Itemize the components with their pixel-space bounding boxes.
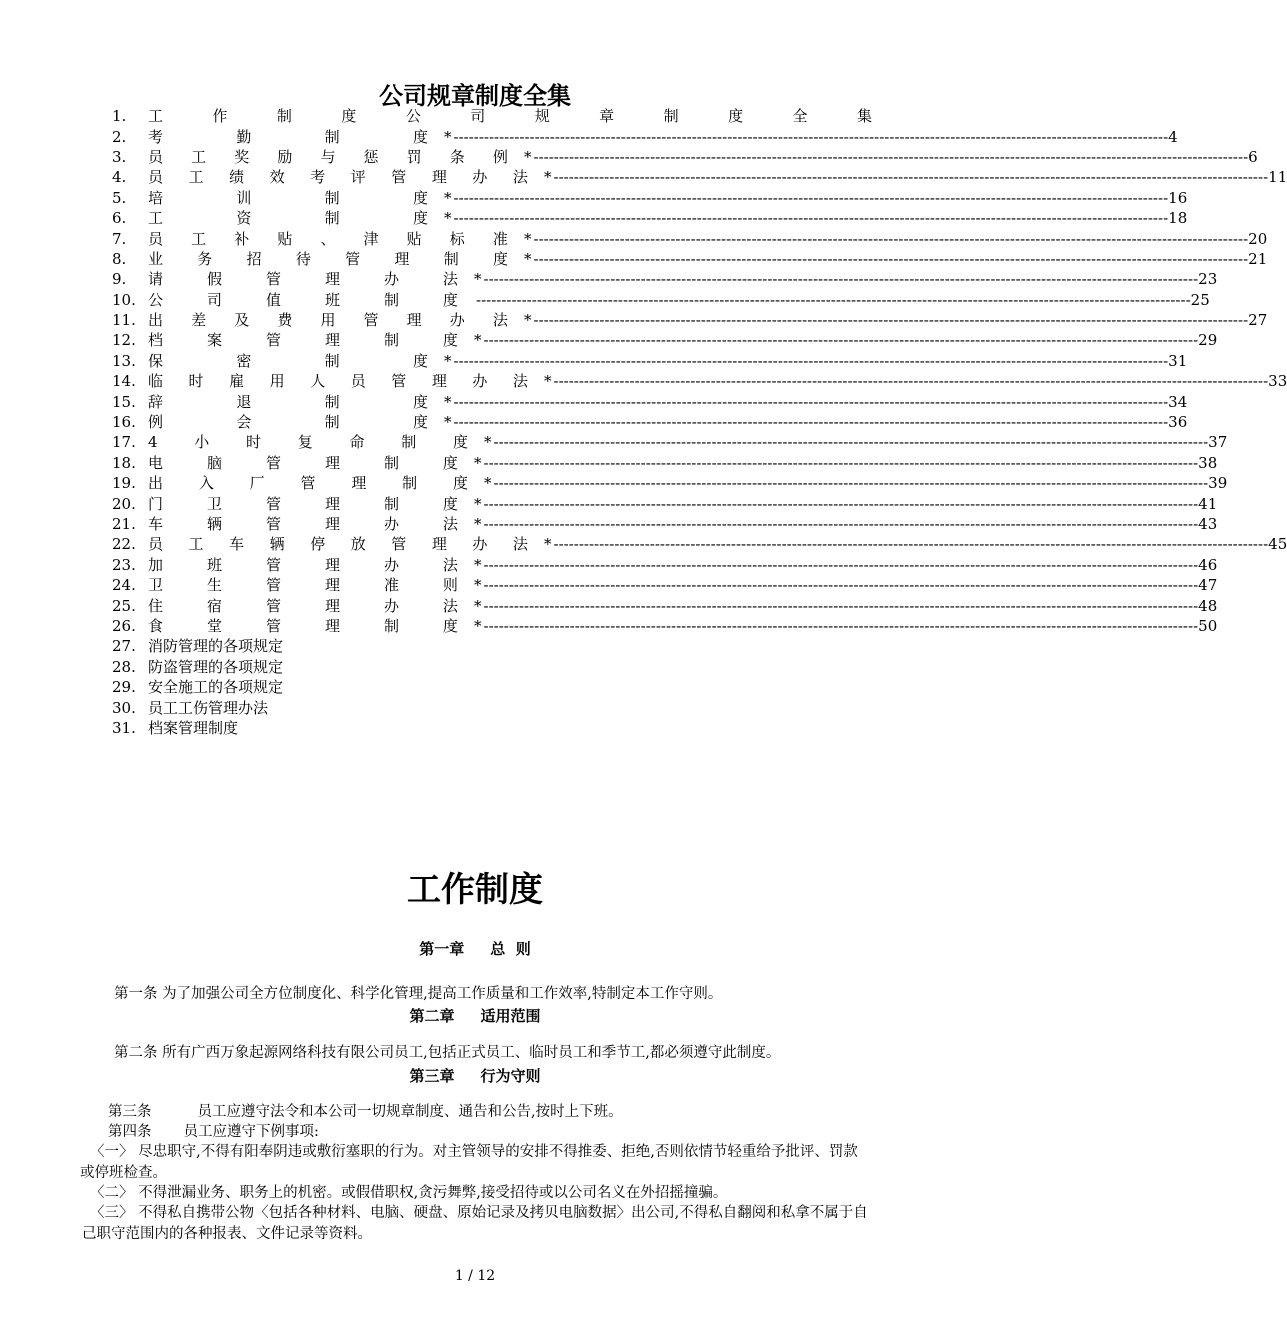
toc-title: 住 宿 管 理 办 法	[148, 596, 458, 615]
toc-leader: --------------------------------------------------------------------------------------------------------------------------------------------	[553, 372, 1264, 391]
toc-row	[112, 595, 1218, 615]
toc-row	[112, 412, 1188, 432]
toc-number: 15.	[112, 392, 136, 411]
toc-row	[112, 228, 1268, 248]
toc-star: *	[474, 596, 482, 615]
toc-number: 6.	[112, 209, 127, 228]
chapter-2-number: 第二章	[409, 1007, 455, 1025]
toc-star: *	[474, 515, 482, 533]
toc-title: 防盗管理的各项规定	[148, 657, 284, 676]
toc-number: 2.	[112, 127, 127, 146]
toc-page-number: -20	[1243, 229, 1268, 248]
toc-title: 业 务 招 待 管 理 制 度	[148, 249, 508, 268]
toc-row	[112, 208, 1188, 228]
toc-title: 保 密 制 度	[148, 351, 428, 370]
toc-number: 31.	[112, 718, 136, 737]
toc-number: 20.	[112, 494, 136, 513]
toc-number: 3.	[112, 147, 127, 166]
toc-row	[112, 636, 872, 656]
toc-leader: --------------------------------------------------------------------------------------------------------------------------------------------	[483, 596, 1194, 615]
chapter-1-title: 总 则	[490, 940, 531, 958]
toc-number: 10.	[112, 290, 136, 309]
toc-row	[112, 493, 1218, 513]
toc-title: 门 卫 管 理 制 度	[148, 494, 458, 513]
toc-number: 26.	[112, 616, 136, 635]
chapter-3-title: 行为守则	[480, 1067, 541, 1085]
toc-leader: --------------------------------------------------------------------------------------------------------------------------------------------	[493, 433, 1204, 452]
toc-leader: --------------------------------------------------------------------------------------------------------------------------------------------	[483, 331, 1194, 350]
toc-title: 辞 退 制 度	[148, 392, 428, 411]
toc-number: 18.	[112, 453, 136, 472]
toc-row	[112, 657, 872, 677]
toc-title: 临 时 雇 用 人 员 管 理 办 法	[148, 372, 528, 391]
table-of-contents	[112, 106, 1287, 738]
toc-page-number: -11	[1263, 168, 1287, 187]
toc-star: *	[474, 494, 482, 513]
toc-page-number: -50	[1193, 616, 1218, 635]
toc-page-number: -37	[1203, 433, 1228, 452]
toc-page-number: -33	[1263, 372, 1287, 391]
toc-number: 12.	[112, 331, 136, 350]
toc-title: 公 司 值 班 制 度	[148, 290, 458, 309]
toc-number: 1.	[112, 107, 127, 126]
toc-leader: --------------------------------------------------------------------------------------------------------------------------------------------	[483, 576, 1194, 595]
toc-row	[112, 126, 1178, 146]
toc-star: *	[474, 576, 482, 595]
toc-star: *	[474, 331, 482, 350]
toc-title: 消防管理的各项规定	[148, 637, 284, 656]
toc-page-number: -43	[1193, 515, 1218, 533]
toc-page-number: -18	[1163, 209, 1188, 228]
toc-page-number: -21	[1243, 249, 1268, 268]
toc-row	[112, 147, 1258, 167]
toc-title: 档 案 管 理 制 度	[148, 331, 458, 350]
chapter-1-number: 第一章	[419, 940, 465, 958]
document-title: 公司规章制度全集	[379, 82, 571, 110]
toc-number: 28.	[112, 657, 136, 676]
toc-row	[112, 616, 1218, 636]
article-4-text: 员工应遵守下例事项:	[183, 1124, 319, 1140]
toc-number: 7.	[112, 229, 127, 248]
toc-star: *	[524, 311, 532, 330]
toc-row	[112, 677, 872, 697]
section-title: 工作制度	[407, 870, 543, 910]
toc-number: 4.	[112, 168, 127, 187]
toc-title: 安全施工的各项规定	[148, 678, 284, 697]
toc-title: 档案管理制度	[148, 718, 239, 737]
toc-number: 13.	[112, 351, 136, 370]
toc-leader: --------------------------------------------------------------------------------------------------------------------------------------------	[493, 474, 1204, 493]
toc-row	[112, 351, 1188, 371]
toc-star: *	[444, 127, 452, 146]
toc-star: *	[444, 392, 452, 411]
toc-leader: --------------------------------------------------------------------------------------------------------------------------------------------	[453, 413, 1164, 432]
toc-number: 30.	[112, 698, 136, 717]
toc-page-number: -23	[1193, 270, 1218, 289]
toc-number: 11.	[112, 311, 136, 330]
toc-row	[112, 249, 1268, 269]
toc-title: 请 假 管 理 办 法	[148, 270, 458, 289]
toc-page-number: -4	[1163, 127, 1178, 146]
toc-star: *	[474, 453, 482, 472]
toc-page-number: -34	[1163, 392, 1188, 411]
toc-page-number: -31	[1163, 351, 1188, 370]
toc-title: 4 小 时 复 命 制 度	[148, 433, 468, 452]
toc-title: 员 工 补 贴 、 津 贴 标 准	[148, 229, 508, 248]
toc-page-number: -25	[1185, 290, 1210, 309]
toc-row	[112, 167, 1287, 187]
toc-star: *	[524, 147, 532, 166]
toc-leader: --------------------------------------------------------------------------------------------------------------------------------------------	[483, 270, 1194, 289]
toc-leader: --------------------------------------------------------------------------------------------------------------------------------------------	[453, 351, 1164, 370]
toc-row	[112, 555, 1218, 575]
toc-page-number: -6	[1243, 147, 1258, 166]
toc-star: *	[484, 433, 492, 452]
toc-title: 电 脑 管 理 制 度	[148, 453, 458, 472]
toc-title: 车 辆 管 理 办 法	[148, 515, 458, 533]
toc-leader: --------------------------------------------------------------------------------------------------------------------------------------------	[453, 392, 1164, 411]
toc-leader: --------------------------------------------------------------------------------------------------------------------------------------------	[483, 555, 1194, 574]
toc-star: *	[544, 372, 552, 391]
toc-leader: --------------------------------------------------------------------------------------------------------------------------------------------	[483, 494, 1194, 513]
toc-row	[112, 106, 872, 126]
toc-row	[112, 371, 1287, 391]
article-3	[108, 1102, 623, 1123]
toc-leader: --------------------------------------------------------------------------------------------------------------------------------------------	[483, 515, 1194, 533]
toc-leader: --------------------------------------------------------------------------------------------------------------------------------------------	[533, 249, 1244, 268]
toc-number: 23.	[112, 555, 136, 574]
toc-number: 21.	[112, 515, 136, 533]
toc-star: *	[484, 474, 492, 493]
toc-number: 9.	[112, 270, 127, 289]
article-1: 第一条 为了加强公司全方位制度化、科学化管理,提高工作质量和工作效率,特制定本工作守则。	[114, 986, 723, 1002]
toc-leader: --------------------------------------------------------------------------------------------------------------------------------------------	[453, 127, 1164, 146]
toc-number: 17.	[112, 433, 136, 452]
toc-row	[112, 310, 1268, 330]
article-4-item-3: 〈三〉 不得私自携带公物〈包括各种材料、电脑、硬盘、原始记录及拷贝电脑数据〉出公司,不得私自翻阅和私拿不属于自己职守范围内的各种报表、文件记录等资料。	[82, 1205, 868, 1242]
chapter-3-heading	[0, 1065, 950, 1086]
toc-title: 例 会 制 度	[148, 413, 428, 432]
toc-page-number: -27	[1243, 311, 1268, 330]
toc-title: 员 工 车 辆 停 放 管 理 办 法	[148, 535, 528, 554]
toc-number: 29.	[112, 678, 136, 697]
toc-page-number: -47	[1193, 576, 1218, 595]
toc-title: 工 作 制 度 公 司 规 章 制 度 全 集	[148, 107, 872, 126]
toc-page-number: -29	[1193, 331, 1218, 350]
toc-star: *	[474, 616, 482, 635]
toc-leader: --------------------------------------------------------------------------------------------------------------------------------------------	[453, 209, 1164, 228]
toc-leader: --------------------------------------------------------------------------------------------------------------------------------------------	[533, 147, 1244, 166]
toc-title: 卫 生 管 理 准 则	[148, 576, 458, 595]
toc-row	[112, 473, 1228, 493]
toc-title: 考 勤 制 度	[148, 127, 428, 146]
toc-page-number: -38	[1193, 453, 1218, 472]
page-indicator: 1 / 12	[454, 1268, 496, 1284]
toc-title: 工 资 制 度	[148, 209, 428, 228]
toc-title: 员工工伤管理办法	[148, 698, 269, 717]
chapter-2-heading	[0, 1005, 950, 1026]
article-4-label: 第四条	[108, 1124, 152, 1140]
toc-page-number: -46	[1193, 555, 1218, 574]
article-3-label: 第三条	[108, 1104, 152, 1120]
article-3-text: 员工应遵守法令和本公司一切规章制度、通告和公告,按时上下班。	[197, 1104, 623, 1120]
toc-page-number: -36	[1163, 413, 1188, 432]
toc-leader: --------------------------------------------------------------------------------------------------------------------------------------------	[533, 229, 1244, 248]
chapter-2-title: 适用范围	[480, 1007, 541, 1025]
toc-title: 员 工 绩 效 考 评 管 理 办 法	[148, 168, 528, 187]
toc-star: *	[444, 413, 452, 432]
chapter-3-number: 第三章	[409, 1067, 455, 1085]
toc-leader: --------------------------------------------------------------------------------------------------------------------------------------------	[483, 453, 1194, 472]
toc-star: *	[444, 351, 452, 370]
chapter-1-heading	[0, 938, 950, 959]
toc-number: 27.	[112, 637, 136, 656]
toc-row	[112, 290, 1210, 310]
toc-page-number: -16	[1163, 188, 1188, 207]
toc-number: 19.	[112, 474, 136, 493]
toc-number: 24.	[112, 576, 136, 595]
toc-number: 16.	[112, 413, 136, 432]
toc-number: 5.	[112, 188, 127, 207]
toc-leader: --------------------------------------------------------------------------------------------------------------------------------------------	[483, 616, 1194, 635]
toc-number: 22.	[112, 535, 136, 554]
toc-row	[112, 391, 1188, 411]
toc-title: 出 入 厂 管 理 制 度	[148, 474, 468, 493]
toc-row	[112, 514, 1218, 534]
toc-leader: --------------------------------------------------------------------------------------------------------------------------------------------	[553, 535, 1264, 554]
toc-star: *	[524, 249, 532, 268]
toc-leader: --------------------------------------------------------------------------------------------------------------------------------------------	[476, 290, 1186, 309]
toc-star: *	[474, 555, 482, 574]
toc-star: *	[444, 209, 452, 228]
toc-row	[112, 718, 872, 738]
toc-leader: --------------------------------------------------------------------------------------------------------------------------------------------	[453, 188, 1164, 207]
toc-row	[112, 453, 1218, 473]
toc-row	[112, 534, 1287, 554]
toc-number: 25.	[112, 596, 136, 615]
toc-page-number: -39	[1203, 474, 1228, 493]
toc-title: 员 工 奖 励 与 惩 罚 条 例	[148, 147, 508, 166]
toc-number: 8.	[112, 249, 127, 268]
article-4-item-2: 〈二〉 不得泄漏业务、职务上的机密。或假借职权,贪污舞弊,接受招待或以公司名义在外招摇撞骗。	[90, 1185, 728, 1201]
toc-leader: --------------------------------------------------------------------------------------------------------------------------------------------	[533, 311, 1244, 330]
article-2: 第二条 所有广西万象起源网络科技有限公司员工,包括正式员工、临时员工和季节工,都必须遵守此制度。	[114, 1045, 781, 1061]
toc-star: *	[544, 168, 552, 187]
toc-row	[112, 269, 1218, 289]
toc-title: 培 训 制 度	[148, 188, 428, 207]
toc-title: 出 差 及 费 用 管 理 办 法	[148, 311, 508, 330]
toc-leader: --------------------------------------------------------------------------------------------------------------------------------------------	[553, 168, 1264, 187]
toc-title: 食 堂 管 理 制 度	[148, 616, 458, 635]
toc-star: *	[524, 229, 532, 248]
toc-page-number: -48	[1193, 596, 1218, 615]
toc-star: *	[544, 535, 552, 554]
toc-row	[112, 188, 1188, 208]
toc-page-number: -45	[1263, 535, 1287, 554]
toc-row	[112, 575, 1218, 595]
toc-number: 14.	[112, 372, 136, 391]
toc-row	[112, 697, 872, 717]
article-4	[108, 1122, 319, 1143]
toc-row	[112, 330, 1218, 350]
toc-row	[112, 432, 1228, 452]
toc-star: *	[444, 188, 452, 207]
article-4-item-1: 〈一〉 尽忠职守,不得有阳奉阴违或敷衍塞职的行为。对主管领导的安排不得推委、拒绝,否则依情节轻重给予批评、罚款或停班检查。	[80, 1144, 858, 1181]
toc-page-number: -41	[1193, 494, 1218, 513]
toc-star: *	[474, 270, 482, 289]
toc-title: 加 班 管 理 办 法	[148, 555, 458, 574]
